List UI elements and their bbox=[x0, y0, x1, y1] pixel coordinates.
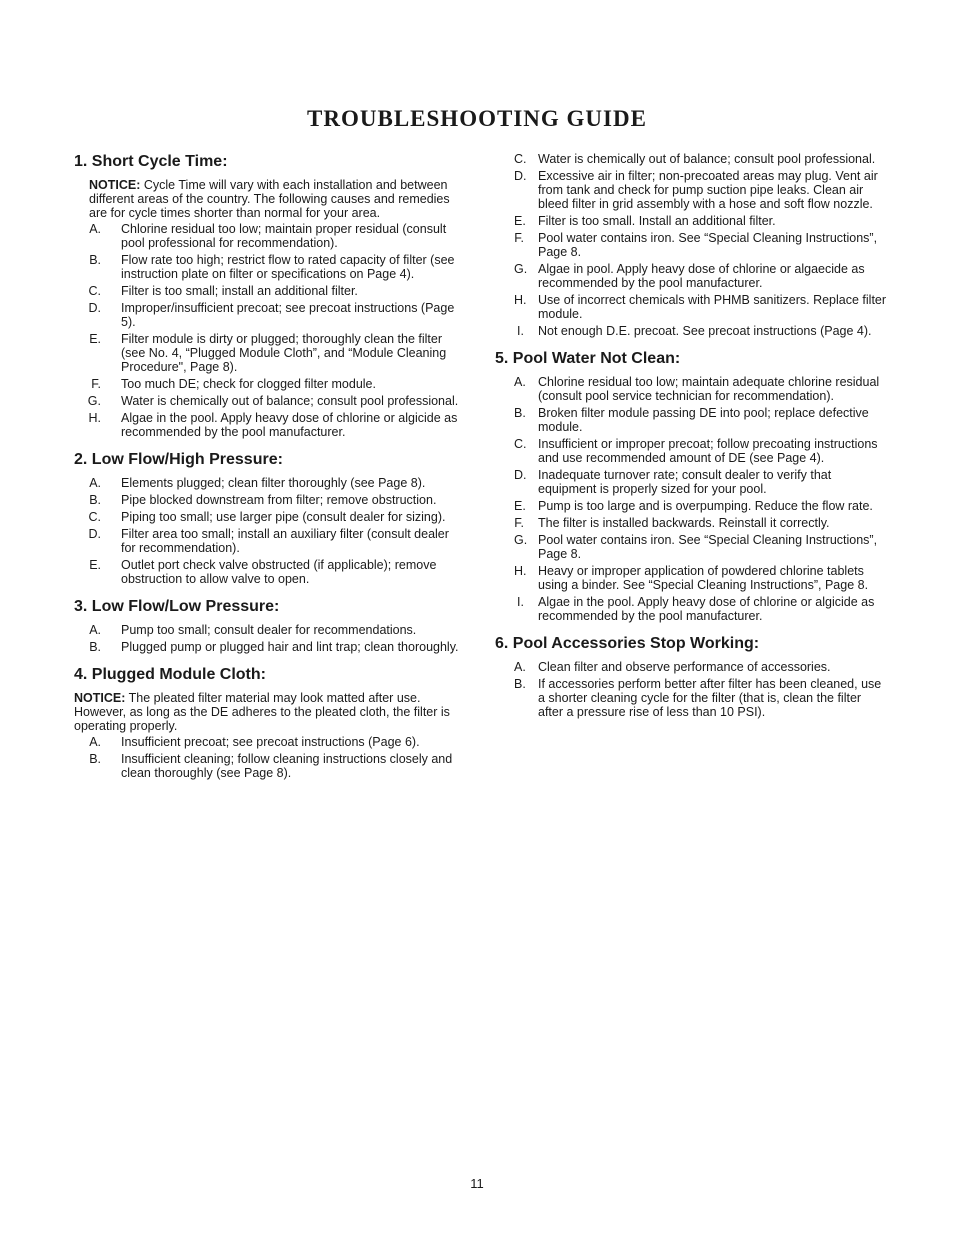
list-item bbox=[74, 476, 459, 490]
item-letter: F. bbox=[514, 516, 524, 530]
item-letter: D. bbox=[88, 301, 101, 315]
list-item bbox=[495, 324, 887, 338]
item-letter: A. bbox=[514, 660, 526, 674]
right-column bbox=[495, 152, 887, 730]
list-item bbox=[74, 558, 459, 586]
item-text: Pump is too large and is overpumping. Reduce the flow rate. bbox=[538, 499, 873, 513]
notice bbox=[74, 178, 459, 220]
item-letter: G. bbox=[514, 262, 528, 276]
list-item bbox=[495, 660, 887, 674]
section-short-cycle-time bbox=[74, 152, 459, 439]
item-letter: I. bbox=[517, 324, 524, 338]
section-heading: 5. Pool Water Not Clean: bbox=[495, 350, 681, 367]
item-text: Outlet port check valve obstructed (if applicable); remove obstruction to allow valve to open. bbox=[121, 558, 437, 586]
list-item bbox=[495, 437, 887, 465]
item-text: Use of incorrect chemicals with PHMB sanitizers. Replace filter module. bbox=[538, 293, 887, 321]
item-text: Excessive air in filter; non-precoated areas may plug. Vent air from tank and check for pump suction pipe leaks. Clean air bleed filter in grid assembly with a hose and soft flow nozzle. bbox=[538, 169, 878, 211]
list-item bbox=[74, 752, 459, 780]
item-text: Too much DE; check for clogged filter module. bbox=[121, 377, 376, 391]
item-text: Chlorine residual too low; maintain proper residual (consult pool professional for recommendation). bbox=[121, 222, 447, 250]
item-letter: B. bbox=[89, 640, 101, 654]
item-list bbox=[74, 623, 459, 654]
item-list bbox=[495, 375, 887, 623]
item-text: Elements plugged; clean filter thoroughly (see Page 8). bbox=[121, 476, 426, 490]
list-item bbox=[495, 564, 887, 592]
list-item bbox=[495, 468, 887, 496]
item-text: Algae in the pool. Apply heavy dose of chlorine or algicide as recommended by the pool manufacturer. bbox=[538, 595, 875, 623]
list-item bbox=[74, 527, 459, 555]
item-text: Not enough D.E. precoat. See precoat instructions (Page 4). bbox=[538, 324, 872, 338]
item-letter: B. bbox=[514, 406, 526, 420]
list-item bbox=[495, 406, 887, 434]
item-letter: G. bbox=[514, 533, 528, 547]
notice-text: The pleated filter material may look matted after use. However, as long as the DE adheres to the pleated cloth, the filter is operating properly. bbox=[74, 691, 450, 733]
list-item bbox=[74, 253, 459, 281]
item-text: Insufficient cleaning; follow cleaning instructions closely and clean thoroughly (see Page 8). bbox=[121, 752, 453, 780]
item-letter: G. bbox=[87, 394, 101, 408]
section-pool-accessories-stop-working bbox=[495, 634, 887, 719]
item-text: Improper/insufficient precoat; see precoat instructions (Page 5). bbox=[121, 301, 455, 329]
item-letter: H. bbox=[88, 411, 101, 425]
list-item bbox=[495, 231, 887, 259]
section-pool-water-not-clean bbox=[495, 349, 887, 623]
list-item bbox=[74, 284, 459, 298]
list-item bbox=[74, 623, 459, 637]
notice-label: NOTICE: bbox=[89, 178, 141, 192]
item-text: Filter area too small; install an auxiliary filter (consult dealer for recommendation). bbox=[121, 527, 449, 555]
page-number: 11 bbox=[470, 1176, 484, 1191]
section-plugged-module-cloth bbox=[74, 665, 459, 780]
item-text: Filter is too small. Install an additional filter. bbox=[538, 214, 776, 228]
item-letter: E. bbox=[514, 214, 526, 228]
list-item bbox=[495, 533, 887, 561]
item-text: Plugged pump or plugged hair and lint trap; clean thoroughly. bbox=[121, 640, 459, 654]
list-item bbox=[495, 375, 887, 403]
item-letter: C. bbox=[88, 510, 101, 524]
list-item bbox=[495, 262, 887, 290]
section-low-flow-low-pressure bbox=[74, 597, 459, 654]
list-item bbox=[74, 411, 459, 439]
section-heading: 3. Low Flow/Low Pressure: bbox=[74, 598, 280, 615]
item-letter: C. bbox=[514, 152, 527, 166]
item-list bbox=[74, 735, 459, 780]
item-text: If accessories perform better after filter has been cleaned, use a shorter cleaning cycle for the filter (that is, clean the filter after a pressure rise of less than 10 PSI). bbox=[538, 677, 882, 719]
item-letter: D. bbox=[514, 468, 527, 482]
list-item bbox=[495, 152, 887, 166]
list-item bbox=[74, 394, 459, 408]
item-letter: D. bbox=[88, 527, 101, 541]
item-letter: A. bbox=[89, 476, 101, 490]
list-item bbox=[495, 214, 887, 228]
item-text: Broken filter module passing DE into pool; replace defective module. bbox=[538, 406, 869, 434]
item-list bbox=[74, 476, 459, 586]
item-text: Algae in pool. Apply heavy dose of chlorine or algaecide as recommended by the pool manufacturer. bbox=[538, 262, 865, 290]
list-item bbox=[74, 377, 459, 391]
item-text: Pipe blocked downstream from filter; remove obstruction. bbox=[121, 493, 437, 507]
item-text: Pump too small; consult dealer for recommendations. bbox=[121, 623, 417, 637]
item-text: Water is chemically out of balance; consult pool professional. bbox=[121, 394, 459, 408]
list-item bbox=[495, 516, 887, 530]
item-text: Piping too small; use larger pipe (consult dealer for sizing). bbox=[121, 510, 446, 524]
item-letter: E. bbox=[89, 332, 101, 346]
list-item bbox=[74, 640, 459, 654]
list-item bbox=[74, 222, 459, 250]
list-item bbox=[495, 293, 887, 321]
item-letter: A. bbox=[89, 623, 101, 637]
item-text: Chlorine residual too low; maintain adequate chlorine residual (consult pool service technician for recommendation). bbox=[538, 375, 880, 403]
item-letter: C. bbox=[88, 284, 101, 298]
list-item bbox=[495, 499, 887, 513]
item-list bbox=[74, 222, 459, 439]
item-letter: B. bbox=[89, 253, 101, 267]
list-item bbox=[74, 735, 459, 749]
item-text: Flow rate too high; restrict flow to rated capacity of filter (see instruction plate on filter or specifications on Page 4). bbox=[121, 253, 455, 281]
left-column bbox=[74, 152, 459, 791]
item-text: Filter module is dirty or plugged; thoroughly clean the filter (see No. 4, “Plugged Module Cloth”, and “Module Cleaning Procedure", Page 8). bbox=[121, 332, 447, 374]
item-letter: D. bbox=[514, 169, 527, 183]
list-item bbox=[495, 595, 887, 623]
item-letter: C. bbox=[514, 437, 527, 451]
notice-text: Cycle Time will vary with each installation and between different areas of the country. The following causes and remedies are for cycle times shorter than normal for your area. bbox=[89, 178, 450, 220]
item-letter: H. bbox=[514, 293, 527, 307]
item-letter: F. bbox=[91, 377, 101, 391]
item-text: Insufficient or improper precoat; follow precoating instructions and use recommended amount of DE (see Page 4). bbox=[538, 437, 878, 465]
item-text: Heavy or improper application of powdered chlorine tablets using a binder. See “Special Cleaning Instructions”, Page 8. bbox=[538, 564, 869, 592]
item-letter: E. bbox=[89, 558, 101, 572]
item-text: Clean filter and observe performance of accessories. bbox=[538, 660, 831, 674]
list-item bbox=[495, 169, 887, 211]
item-text: Pool water contains iron. See “Special Cleaning Instructions”, Page 8. bbox=[538, 533, 878, 561]
notice bbox=[74, 691, 459, 733]
list-item bbox=[74, 301, 459, 329]
list-item bbox=[74, 510, 459, 524]
item-text: Filter is too small; install an additional filter. bbox=[121, 284, 358, 298]
item-letter: A. bbox=[514, 375, 526, 389]
item-text: The filter is installed backwards. Reinstall it correctly. bbox=[538, 516, 830, 530]
section-continuation bbox=[495, 152, 887, 338]
notice-label: NOTICE: bbox=[74, 691, 126, 705]
item-letter: A. bbox=[89, 735, 101, 749]
item-text: Pool water contains iron. See “Special Cleaning Instructions”, Page 8. bbox=[538, 231, 878, 259]
section-low-flow-high-pressure bbox=[74, 450, 459, 586]
list-item bbox=[495, 677, 887, 719]
section-heading: 1. Short Cycle Time: bbox=[74, 153, 228, 170]
item-letter: B. bbox=[89, 752, 101, 766]
item-text: Algae in the pool. Apply heavy dose of chlorine or algicide as recommended by the pool manufacturer. bbox=[121, 411, 458, 439]
section-heading: 6. Pool Accessories Stop Working: bbox=[495, 635, 760, 652]
item-letter: B. bbox=[514, 677, 526, 691]
item-letter: E. bbox=[514, 499, 526, 513]
page-title: TROUBLESHOOTING GUIDE bbox=[307, 106, 647, 131]
section-heading: 4. Plugged Module Cloth: bbox=[74, 666, 266, 683]
list-item bbox=[74, 332, 459, 374]
item-letter: F. bbox=[514, 231, 524, 245]
item-text: Water is chemically out of balance; consult pool professional. bbox=[538, 152, 876, 166]
item-letter: I. bbox=[517, 595, 524, 609]
item-text: Inadequate turnover rate; consult dealer to verify that equipment is properly sized for your pool. bbox=[538, 468, 832, 496]
item-list bbox=[495, 152, 887, 338]
item-letter: A. bbox=[89, 222, 101, 236]
item-letter: B. bbox=[89, 493, 101, 507]
list-item bbox=[74, 493, 459, 507]
item-text: Insufficient precoat; see precoat instructions (Page 6). bbox=[121, 735, 420, 749]
item-list bbox=[495, 660, 887, 719]
section-heading: 2. Low Flow/High Pressure: bbox=[74, 451, 283, 468]
item-letter: H. bbox=[514, 564, 527, 578]
